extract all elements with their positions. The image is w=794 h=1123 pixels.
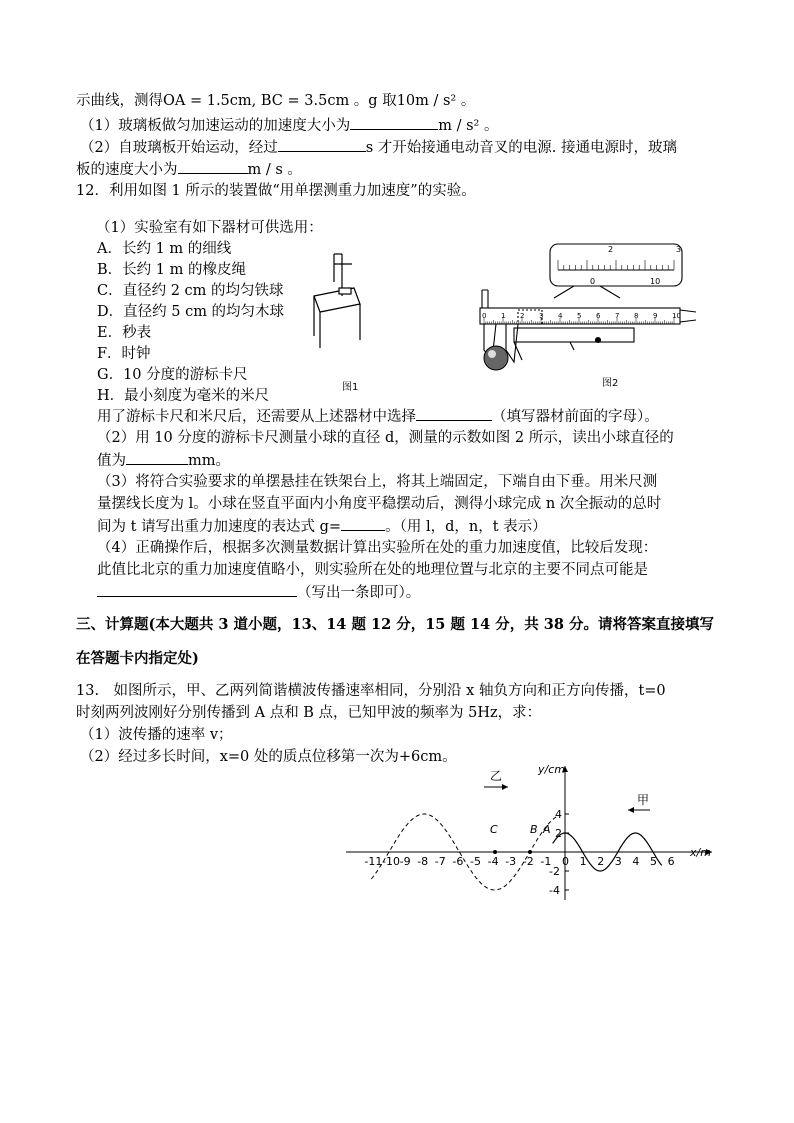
x-tick-label: 6 [667, 855, 675, 868]
p3-text: 间为 t 请写出重力加速度的表达式 g= [97, 519, 342, 535]
wave-graph [340, 760, 720, 908]
q2-text-b: s 才开始接通电动音叉的电源. 接通电源时，玻璃 [365, 140, 678, 156]
x-tick-label: -8 [417, 855, 429, 868]
zoom-label-2: 2 [608, 245, 614, 254]
y-axis-label: y/cm [538, 763, 565, 776]
section-3-heading: 三、计算题(本大题共 3 道小题，13、14 题 12 分，15 题 14 分，共 38 分。请将答案直接填写 [76, 616, 714, 633]
q12-title: 12．利用如图 1 所示的装置做“用单摆测重力加速度”的实验。 [76, 183, 476, 199]
caliper-label: 2 [520, 312, 525, 320]
y-tick-label: 4 [555, 808, 562, 821]
x-tick-label: 2 [597, 855, 605, 868]
q12-part4c [97, 581, 420, 604]
point-b [528, 850, 532, 854]
option-e: E．秒表 [97, 325, 152, 341]
caliper-label: 5 [577, 312, 582, 320]
y-tick-label: -4 [549, 884, 560, 897]
section-3-heading-cont: 在答题卡内指定处) [76, 650, 199, 667]
q2-text-c: 板的速度大小为 [76, 162, 178, 178]
q1-text: （1）玻璃板做匀加速运动的加速度大小为 [80, 118, 351, 134]
option-b: B．长约 1 m 的橡皮绳 [97, 262, 246, 278]
x-tick-label: -1 [540, 855, 552, 868]
label-c: C [490, 823, 498, 836]
intro-line: 示曲线，测得OA = 1.5cm, BC = 3.5cm 。g 取10m / s² 。 [76, 93, 476, 109]
p2-text: 值为 [97, 453, 126, 469]
q12-part3b: 量摆线长度为 l。小球在竖直平面内小角度平稳摆动后，测得小球完成 n 次全振动的总时 [97, 496, 662, 512]
caliper-label: 7 [615, 312, 620, 320]
q12-choose [97, 405, 659, 428]
y-tick-label: 2 [555, 827, 562, 840]
x-axis-label: x/m [690, 846, 711, 859]
option-d: D．直径约 5 cm 的均匀木球 [97, 304, 285, 320]
q12-part3c [97, 515, 547, 538]
x-tick-label: -4 [487, 855, 499, 868]
q1-unit: m / s² 。 [438, 118, 499, 134]
caliper-label: 6 [596, 312, 601, 320]
ball-icon [484, 346, 508, 370]
q13-line2: 时刻两列波刚好分别传播到 A 点和 B 点，已知甲波的频率为 5Hz，求： [76, 705, 542, 721]
x-tick-label: 0 [562, 855, 569, 868]
wave-yi-label: 乙 [490, 769, 503, 783]
x-tick-label: -7 [434, 855, 446, 868]
caliper-label: 10 [672, 312, 681, 320]
caliper-label: 4 [558, 312, 563, 320]
answer-blank[interactable] [350, 114, 438, 130]
q12-part4: （4）正确操作后，根据多次测量数据计算出实验所在处的重力加速度值，比较后发现： [97, 540, 658, 556]
q2-unit: m / s 。 [247, 162, 302, 178]
x-tick-label: 5 [650, 855, 657, 868]
q2-text: （2）自玻璃板开始运动，经过 [80, 140, 278, 156]
option-g: G．10 分度的游标卡尺 [97, 367, 248, 383]
zoom-label-10: 10 [650, 277, 661, 286]
answer-blank[interactable] [178, 158, 248, 174]
q13-line1: 13. 如图所示，甲、乙两列简谐横波传播速率相同，分别沿 x 轴负方向和正方向传播，t=0 [76, 683, 666, 699]
answer-blank[interactable] [341, 515, 385, 531]
x-tick-label: -9 [399, 855, 411, 868]
q12-part4b: 此值比北京的重力加速度值略小，则实验所在处的地理位置与北京的主要不同点可能是 [97, 562, 648, 578]
q12-part1: （1）实验室有如下器材可供选用： [96, 220, 323, 236]
p2-unit: mm。 [188, 453, 230, 469]
label-b: B [530, 823, 538, 836]
q12-part2: （2）用 10 分度的游标卡尺测量小球的直径 d，测量的示数如图 2 所示，读出小球直径的 [97, 430, 674, 446]
x-tick-label: -11 [364, 855, 383, 868]
figure-1-pendulum [308, 248, 368, 398]
fig1-label: 图1 [342, 382, 359, 393]
x-tick-label: -2 [522, 855, 534, 868]
question-part-2 [80, 136, 677, 159]
x-tick-label: -6 [452, 855, 464, 868]
q13-sub1: （1）波传播的速率 v； [80, 727, 233, 743]
zoom-label-0: 0 [590, 277, 596, 286]
x-tick-label: 1 [579, 855, 587, 868]
caliper-label: 0 [482, 312, 487, 320]
y-tick-label: -2 [549, 865, 560, 878]
point-c [493, 850, 497, 854]
figure-2-caliper [470, 240, 696, 392]
question-part-2b [76, 158, 302, 181]
caliper-label: 8 [634, 312, 639, 320]
x-tick-label: -10 [382, 855, 400, 868]
p3-text-d: 。（用 l，d，n，t 表示） [385, 519, 547, 535]
choose-text: 用了游标卡尺和米尺后，还需要从上述器材中选择 [97, 409, 416, 425]
answer-blank[interactable] [278, 136, 366, 152]
caliper-label: 3 [539, 312, 544, 320]
caliper-label: 9 [653, 312, 658, 320]
q12-part3: （3）将符合实验要求的单摆悬挂在铁架台上，将其上端固定，下端自由下垂。用米尺测 [97, 474, 658, 490]
option-a: A．长约 1 m 的细线 [97, 241, 232, 257]
p4-text-c: （写出一条即可）。 [297, 585, 421, 601]
answer-blank[interactable] [97, 581, 297, 597]
fig2-label: 图2 [602, 378, 619, 389]
answer-blank[interactable] [126, 449, 188, 465]
x-tick-label: 3 [614, 855, 622, 868]
x-tick-label: 4 [632, 855, 640, 868]
option-h: H．最小刻度为毫米的米尺 [97, 388, 270, 404]
answer-blank[interactable] [416, 405, 492, 421]
zoom-label-3: 3 [676, 245, 682, 254]
q13-sub2: （2）经过多长时间，x=0 处的质点位移第一次为+6cm。 [80, 749, 457, 765]
wave-jia-label: 甲 [637, 793, 650, 807]
q12-part2b [97, 449, 230, 472]
choose-text-b: （填写器材前面的字母）。 [492, 409, 659, 425]
x-tick-label: -5 [470, 855, 481, 868]
option-f: F．时钟 [97, 346, 151, 362]
x-tick-label: -3 [505, 855, 517, 868]
label-a: A [543, 823, 551, 836]
option-c: C．直径约 2 cm 的均匀铁球 [97, 283, 284, 299]
question-part-1 [80, 114, 498, 137]
caliper-label: 1 [501, 312, 506, 320]
